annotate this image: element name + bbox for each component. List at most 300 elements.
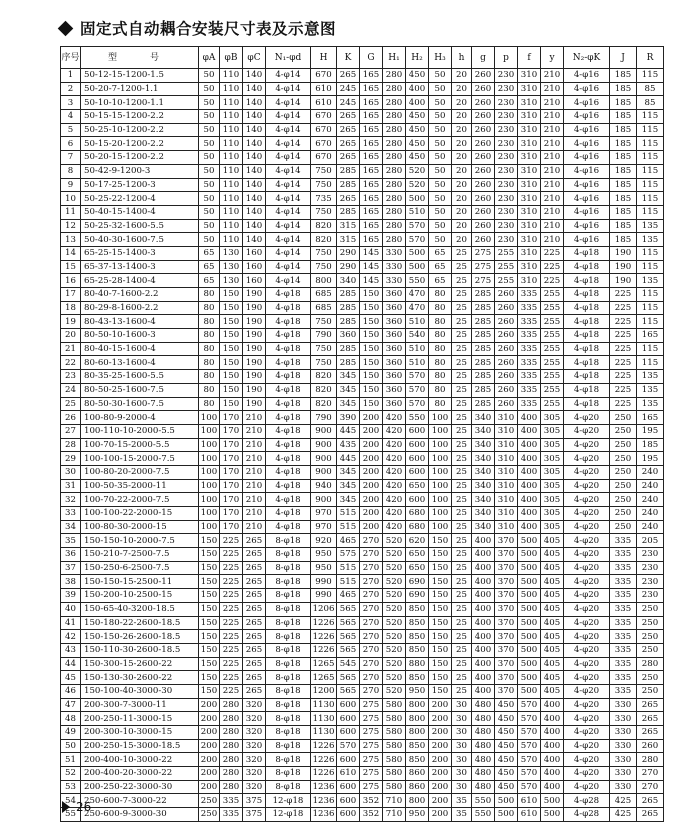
table-cell: 610 (337, 767, 360, 781)
model-cell: 50-15-15-1200-2.2 (81, 110, 199, 124)
table-cell: 450 (495, 726, 518, 740)
table-cell: 1226 (311, 616, 337, 630)
table-cell: 85 (637, 82, 664, 96)
model-cell: 100-80-30-2000-15 (81, 520, 199, 534)
table-cell: 950 (311, 548, 337, 562)
table-cell: 230 (495, 82, 518, 96)
table-cell: 110 (220, 178, 243, 192)
table-cell: 1265 (311, 671, 337, 685)
table-cell: 80 (199, 329, 220, 343)
table-cell: 25 (452, 616, 472, 630)
col-header: G (360, 47, 383, 69)
table-cell: 20 (452, 164, 472, 178)
table-cell: 4-φ18 (266, 288, 311, 302)
table-cell: 265 (337, 123, 360, 137)
row-index-cell: 50 (61, 739, 81, 753)
table-cell: 250 (610, 479, 637, 493)
table-cell: 310 (495, 465, 518, 479)
table-cell: 580 (383, 698, 406, 712)
table-cell: 340 (472, 520, 495, 534)
table-cell: 265 (243, 643, 266, 657)
table-cell: 310 (495, 438, 518, 452)
table-cell: 110 (220, 151, 243, 165)
table-cell: 255 (495, 274, 518, 288)
table-row (61, 507, 664, 521)
table-cell: 185 (610, 233, 637, 247)
diamond-bullet-icon (58, 20, 74, 36)
table-cell: 100 (199, 493, 220, 507)
table-cell: 185 (610, 96, 637, 110)
row-index-cell: 12 (61, 219, 81, 233)
table-cell: 200 (360, 424, 383, 438)
row-index-cell: 17 (61, 288, 81, 302)
table-cell: 400 (541, 712, 564, 726)
table-cell: 20 (452, 123, 472, 137)
table-cell: 275 (472, 274, 495, 288)
table-cell: 1200 (311, 684, 337, 698)
table-cell: 4-φ20 (564, 739, 610, 753)
table-cell: 260 (495, 288, 518, 302)
model-cell: 65-25-28-1400-4 (81, 274, 199, 288)
table-row (61, 246, 664, 260)
table-cell: 345 (337, 465, 360, 479)
table-cell: 255 (541, 288, 564, 302)
table-cell: 150 (429, 561, 452, 575)
table-cell: 20 (452, 110, 472, 124)
table-cell: 4-φ20 (564, 548, 610, 562)
table-cell: 610 (311, 96, 337, 110)
table-cell: 210 (243, 520, 266, 534)
table-cell: 225 (610, 301, 637, 315)
table-cell: 150 (360, 397, 383, 411)
table-cell: 465 (337, 534, 360, 548)
table-cell: 270 (360, 643, 383, 657)
table-row (61, 288, 664, 302)
table-cell: 150 (220, 315, 243, 329)
table-cell: 520 (383, 534, 406, 548)
table-cell: 185 (610, 110, 637, 124)
table-cell: 110 (220, 164, 243, 178)
table-cell: 790 (311, 411, 337, 425)
model-cell: 80-50-30-1600-7.5 (81, 397, 199, 411)
table-cell: 285 (472, 397, 495, 411)
table-cell: 570 (518, 698, 541, 712)
table-cell: 265 (243, 561, 266, 575)
table-cell: 1226 (311, 767, 337, 781)
table-cell: 520 (383, 643, 406, 657)
table-cell: 820 (311, 370, 337, 384)
model-cell: 150-210-7-2500-7.5 (81, 548, 199, 562)
table-cell: 4-φ14 (266, 69, 311, 83)
table-cell: 160 (243, 260, 266, 274)
table-cell: 150 (429, 575, 452, 589)
table-cell: 360 (383, 356, 406, 370)
table-cell: 240 (637, 507, 664, 521)
table-cell: 150 (199, 616, 220, 630)
table-cell: 260 (472, 69, 495, 83)
model-cell: 200-400-20-3000-22 (81, 767, 199, 781)
table-cell: 360 (383, 315, 406, 329)
model-cell: 80-50-25-1600-7.5 (81, 383, 199, 397)
table-cell: 190 (243, 397, 266, 411)
table-cell: 150 (199, 548, 220, 562)
table-cell: 330 (610, 767, 637, 781)
table-cell: 405 (541, 643, 564, 657)
row-index-cell: 14 (61, 246, 81, 260)
table-cell: 165 (360, 137, 383, 151)
table-cell: 190 (610, 246, 637, 260)
table-cell: 150 (429, 643, 452, 657)
table-cell: 8-φ18 (266, 684, 311, 698)
row-index-cell: 18 (61, 301, 81, 315)
row-index-cell: 54 (61, 794, 81, 808)
table-cell: 265 (243, 575, 266, 589)
table-cell: 265 (637, 794, 664, 808)
table-cell: 250 (610, 438, 637, 452)
table-cell: 450 (406, 137, 429, 151)
row-index-cell: 45 (61, 671, 81, 685)
table-cell: 185 (610, 123, 637, 137)
table-cell: 200 (199, 767, 220, 781)
table-cell: 600 (406, 493, 429, 507)
table-cell: 230 (637, 575, 664, 589)
table-cell: 100 (199, 424, 220, 438)
row-index-cell: 19 (61, 315, 81, 329)
table-cell: 570 (518, 726, 541, 740)
table-cell: 4-φ18 (266, 452, 311, 466)
table-row (61, 671, 664, 685)
table-cell: 685 (311, 288, 337, 302)
table-cell: 165 (360, 178, 383, 192)
table-cell: 140 (243, 233, 266, 247)
table-cell: 800 (311, 274, 337, 288)
table-cell: 30 (452, 767, 472, 781)
table-cell: 200 (429, 794, 452, 808)
table-cell: 165 (360, 151, 383, 165)
table-cell: 80 (199, 370, 220, 384)
table-cell: 285 (472, 370, 495, 384)
table-row (61, 342, 664, 356)
table-cell: 465 (337, 589, 360, 603)
table-cell: 400 (518, 507, 541, 521)
table-cell: 190 (243, 288, 266, 302)
table-cell: 405 (541, 671, 564, 685)
table-cell: 570 (518, 739, 541, 753)
model-cell: 150-130-30-2600-22 (81, 671, 199, 685)
table-cell: 520 (383, 616, 406, 630)
table-cell: 265 (243, 589, 266, 603)
table-cell: 520 (383, 602, 406, 616)
model-cell: 150-150-15-2500-11 (81, 575, 199, 589)
table-cell: 370 (495, 589, 518, 603)
table-cell: 20 (452, 205, 472, 219)
table-cell: 650 (406, 561, 429, 575)
table-cell: 570 (406, 383, 429, 397)
table-cell: 270 (360, 602, 383, 616)
table-cell: 50 (199, 151, 220, 165)
table-cell: 4-φ14 (266, 246, 311, 260)
table-cell: 450 (495, 712, 518, 726)
table-cell: 750 (311, 205, 337, 219)
table-cell: 225 (610, 356, 637, 370)
table-cell: 400 (472, 548, 495, 562)
table-cell: 620 (406, 534, 429, 548)
table-cell: 230 (495, 233, 518, 247)
table-cell: 570 (406, 370, 429, 384)
table-cell: 600 (406, 438, 429, 452)
table-cell: 340 (472, 493, 495, 507)
table-cell: 510 (406, 315, 429, 329)
model-cell: 80-50-10-1600-3 (81, 329, 199, 343)
table-cell: 400 (472, 561, 495, 575)
table-cell: 480 (472, 698, 495, 712)
table-cell: 255 (541, 370, 564, 384)
table-cell: 310 (518, 96, 541, 110)
model-cell: 150-200-10-2500-15 (81, 589, 199, 603)
row-index-cell: 1 (61, 69, 81, 83)
table-cell: 4-φ18 (564, 329, 610, 343)
table-cell: 310 (495, 424, 518, 438)
table-cell: 210 (541, 137, 564, 151)
table-row (61, 178, 664, 192)
table-cell: 500 (406, 260, 429, 274)
table-cell: 150 (360, 329, 383, 343)
table-cell: 850 (406, 630, 429, 644)
table-cell: 50 (429, 233, 452, 247)
table-cell: 370 (495, 575, 518, 589)
table-cell: 500 (518, 684, 541, 698)
table-cell: 500 (541, 794, 564, 808)
table-cell: 670 (311, 110, 337, 124)
table-cell: 335 (610, 657, 637, 671)
table-cell: 25 (452, 671, 472, 685)
table-cell: 265 (243, 548, 266, 562)
table-cell: 50 (199, 123, 220, 137)
table-cell: 260 (472, 82, 495, 96)
table-cell: 570 (518, 767, 541, 781)
table-cell: 100 (429, 438, 452, 452)
row-index-cell: 30 (61, 465, 81, 479)
table-row (61, 424, 664, 438)
table-cell: 500 (518, 575, 541, 589)
table-cell: 545 (337, 657, 360, 671)
table-cell: 250 (199, 794, 220, 808)
table-cell: 400 (472, 575, 495, 589)
table-cell: 320 (243, 753, 266, 767)
model-cell: 50-20-7-1200-1.1 (81, 82, 199, 96)
col-header: K (337, 47, 360, 69)
table-cell: 8-φ18 (266, 767, 311, 781)
table-cell: 500 (518, 657, 541, 671)
table-row (61, 370, 664, 384)
table-cell: 240 (637, 493, 664, 507)
table-cell: 570 (406, 397, 429, 411)
table-cell: 8-φ18 (266, 671, 311, 685)
col-header: φA (199, 47, 220, 69)
table-cell: 360 (383, 288, 406, 302)
table-cell: 230 (495, 219, 518, 233)
table-cell: 210 (541, 110, 564, 124)
table-cell: 280 (383, 82, 406, 96)
table-cell: 260 (472, 110, 495, 124)
table-cell: 1226 (311, 630, 337, 644)
table-cell: 230 (495, 123, 518, 137)
table-cell: 145 (360, 274, 383, 288)
table-cell: 210 (243, 424, 266, 438)
table-cell: 50 (429, 110, 452, 124)
table-cell: 115 (637, 288, 664, 302)
table-cell: 115 (637, 123, 664, 137)
table-row (61, 534, 664, 548)
table-cell: 50 (199, 164, 220, 178)
table-cell: 500 (541, 808, 564, 822)
table-cell: 150 (429, 589, 452, 603)
row-index-cell: 16 (61, 274, 81, 288)
table-cell: 100 (429, 411, 452, 425)
table-row (61, 192, 664, 206)
table-cell: 260 (472, 151, 495, 165)
table-cell: 25 (452, 465, 472, 479)
table-cell: 4-φ20 (564, 520, 610, 534)
table-cell: 400 (518, 452, 541, 466)
table-cell: 4-φ18 (266, 411, 311, 425)
model-cell: 200-250-15-3000-18.5 (81, 739, 199, 753)
table-cell: 4-φ18 (266, 370, 311, 384)
table-row (61, 794, 664, 808)
table-cell: 310 (518, 151, 541, 165)
table-cell: 200 (429, 753, 452, 767)
table-cell: 330 (383, 246, 406, 260)
model-cell: 80-40-15-1600-4 (81, 342, 199, 356)
table-cell: 225 (610, 315, 637, 329)
table-cell: 115 (637, 151, 664, 165)
table-cell: 210 (243, 438, 266, 452)
table-cell: 4-φ14 (266, 82, 311, 96)
table-cell: 515 (337, 520, 360, 534)
table-cell: 250 (199, 808, 220, 822)
table-row (61, 329, 664, 343)
model-cell: 50-15-20-1200-2.2 (81, 137, 199, 151)
table-cell: 225 (220, 548, 243, 562)
table-cell: 260 (472, 205, 495, 219)
table-cell: 260 (472, 96, 495, 110)
table-cell: 750 (311, 342, 337, 356)
table-cell: 250 (610, 493, 637, 507)
model-cell: 80-43-13-1600-4 (81, 315, 199, 329)
table-cell: 255 (541, 315, 564, 329)
table-cell: 260 (495, 397, 518, 411)
table-cell: 370 (495, 616, 518, 630)
table-row (61, 110, 664, 124)
table-cell: 140 (243, 151, 266, 165)
table-cell: 140 (243, 96, 266, 110)
row-index-cell: 51 (61, 753, 81, 767)
table-cell: 265 (243, 616, 266, 630)
table-cell: 8-φ18 (266, 657, 311, 671)
table-cell: 190 (610, 274, 637, 288)
table-cell: 25 (452, 342, 472, 356)
model-cell: 65-25-15-1400-3 (81, 246, 199, 260)
model-cell: 100-50-35-2000-11 (81, 479, 199, 493)
table-cell: 600 (337, 794, 360, 808)
table-cell: 390 (337, 411, 360, 425)
table-cell: 190 (243, 329, 266, 343)
table-cell: 4-φ20 (564, 589, 610, 603)
table-cell: 335 (610, 602, 637, 616)
table-cell: 170 (220, 424, 243, 438)
table-cell: 115 (637, 342, 664, 356)
table-cell: 500 (518, 561, 541, 575)
arrow-right-icon (62, 801, 70, 813)
table-cell: 160 (243, 274, 266, 288)
table-cell: 265 (243, 602, 266, 616)
table-cell: 225 (610, 342, 637, 356)
table-cell: 270 (360, 534, 383, 548)
table-cell: 4-φ18 (564, 315, 610, 329)
table-cell: 25 (452, 630, 472, 644)
model-cell: 150-300-15-2600-22 (81, 657, 199, 671)
row-index-cell: 22 (61, 356, 81, 370)
table-cell: 330 (383, 274, 406, 288)
table-cell: 480 (472, 739, 495, 753)
table-cell: 25 (452, 356, 472, 370)
table-cell: 85 (637, 96, 664, 110)
table-cell: 360 (383, 383, 406, 397)
table-cell: 450 (495, 753, 518, 767)
page-title: 固定式自动耦合安装尺寸表及示意图 (80, 20, 337, 38)
table-cell: 100 (429, 424, 452, 438)
table-cell: 280 (637, 657, 664, 671)
table-cell: 65 (199, 274, 220, 288)
table-cell: 200 (429, 808, 452, 822)
table-cell: 110 (220, 137, 243, 151)
table-cell: 100 (429, 479, 452, 493)
table-cell: 150 (199, 561, 220, 575)
table-cell: 310 (518, 69, 541, 83)
table-cell: 50 (429, 82, 452, 96)
table-cell: 335 (518, 383, 541, 397)
table-cell: 4-φ14 (266, 137, 311, 151)
table-row (61, 164, 664, 178)
table-cell: 100 (429, 520, 452, 534)
table-cell: 310 (495, 520, 518, 534)
table-cell: 450 (406, 69, 429, 83)
table-cell: 8-φ18 (266, 698, 311, 712)
table-cell: 210 (243, 411, 266, 425)
table-cell: 370 (495, 561, 518, 575)
table-cell: 335 (518, 329, 541, 343)
table-cell: 135 (637, 219, 664, 233)
table-cell: 100 (199, 507, 220, 521)
table-cell: 200 (360, 452, 383, 466)
table-cell: 140 (243, 110, 266, 124)
table-row (61, 520, 664, 534)
table-cell: 285 (472, 288, 495, 302)
table-cell: 570 (406, 219, 429, 233)
table-cell: 8-φ18 (266, 739, 311, 753)
table-cell: 670 (311, 151, 337, 165)
table-cell: 140 (243, 178, 266, 192)
row-index-cell: 37 (61, 561, 81, 575)
table-cell: 352 (360, 808, 383, 822)
table-cell: 170 (220, 507, 243, 521)
col-header: h (452, 47, 472, 69)
row-index-cell: 10 (61, 192, 81, 206)
table-cell: 25 (452, 329, 472, 343)
table-cell: 4-φ18 (564, 383, 610, 397)
table-cell: 260 (495, 342, 518, 356)
table-cell: 115 (637, 69, 664, 83)
